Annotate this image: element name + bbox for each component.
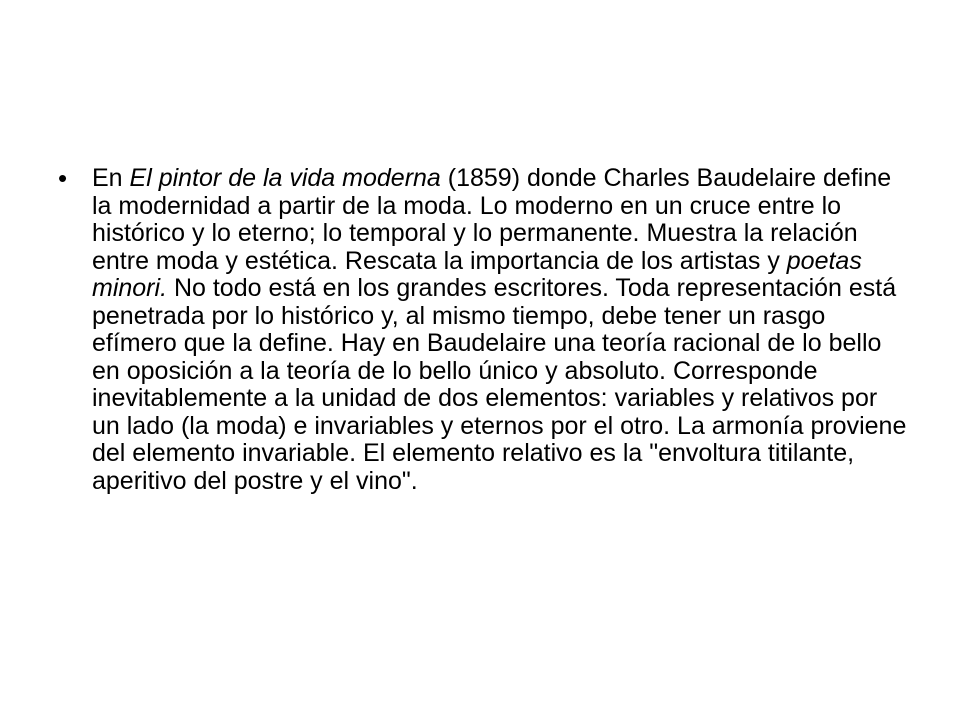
- bullet-paragraph: [92, 165, 908, 495]
- text-segment: En: [92, 164, 130, 192]
- book-title: El pintor de la vida moderna: [129, 164, 441, 192]
- italic-term: poetas minori.: [92, 246, 862, 302]
- bullet-item: [58, 165, 908, 495]
- text-segment: (1859) donde Charles Baudelaire define la modernidad a partir de la moda. Lo moderno en un cruce entre lo histórico y lo eterno; lo temporal y lo permanente. Muestra la relación entre moda y estética. Rescata la importancia de los artistas y: [92, 164, 892, 275]
- bullet-dot-icon: •: [58, 163, 68, 193]
- slide-body: [58, 165, 908, 495]
- text-segment: No todo está en los grandes escritores. Toda representación está penetrada por lo histórico y, al mismo tiempo, debe tener un rasgo efímero que la define. Hay en Baudelaire una teoría racional de lo bello en oposición a la teoría de lo bello único y absoluto. Corresponde inevitablemente a la unidad de dos elementos: variables y relativos por un lado (la moda) e invariables y eternos por el otro. La armonía proviene del elemento invariable. El elemento relativo es la "envoltura titilante, aperitivo del postre y el vino".: [92, 274, 907, 495]
